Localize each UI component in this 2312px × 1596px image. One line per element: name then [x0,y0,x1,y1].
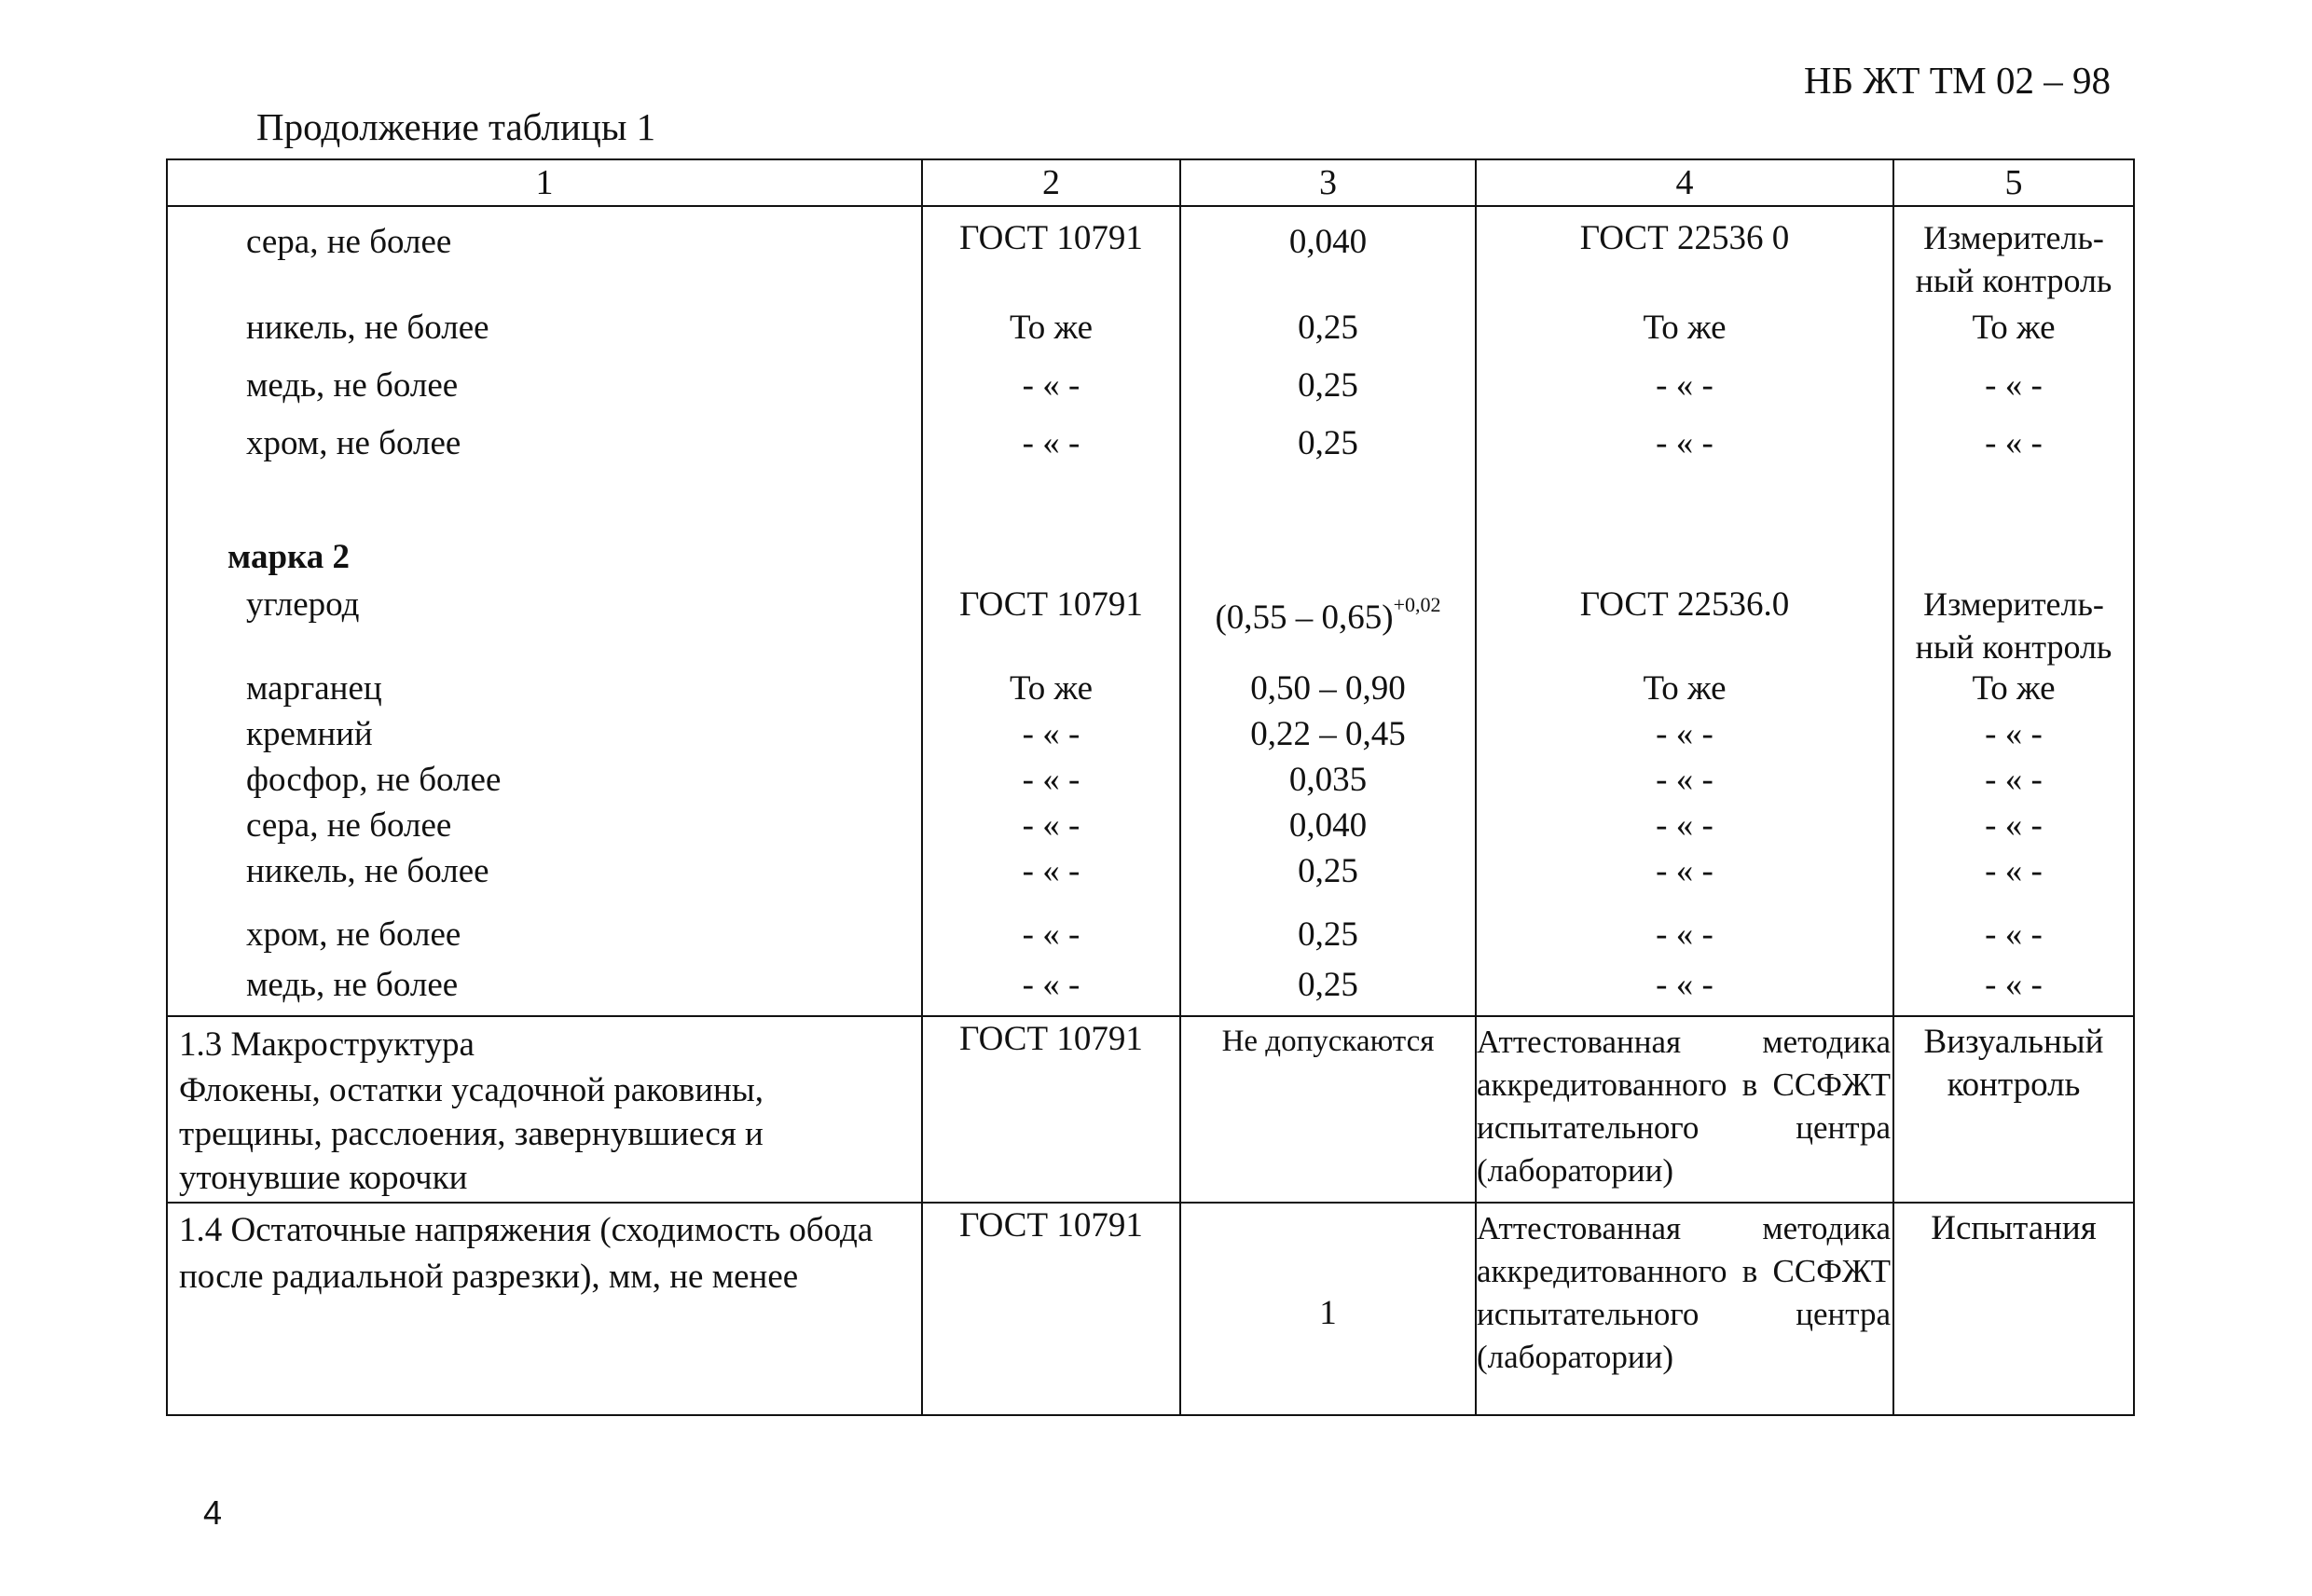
standard-value: ГОСТ 10791 [959,1206,1143,1245]
method-value: - « - [1656,366,1713,405]
indicator-name: фосфор, не более [246,761,502,799]
indicator-name: кремний [246,715,373,753]
standard-value: - « - [1022,852,1080,890]
method-cell [1476,206,1893,1016]
indicator-name: медь, не более [246,966,459,1004]
standard-value: - « - [1022,761,1080,799]
indicator-name: сера, не более [246,223,452,261]
section-title: 1.3 Макроструктура [179,1025,475,1064]
control-cell [1893,206,2134,1016]
control-value: - « - [1985,915,2043,954]
control-value: Измеритель-ный контроль [1915,585,2112,666]
column-header: 1 [167,159,922,206]
method-value: ГОСТ 22536.0 [1579,585,1790,624]
norm-value [1181,583,1475,668]
norm-range: (0,55 – 0,65) [1215,598,1394,637]
control-value: - « - [1985,852,2043,890]
standard-value: ГОСТ 10791 [959,1020,1143,1058]
indicator-name: углерод [246,585,360,624]
norm-value: 0,25 [1298,852,1358,890]
specification-table [166,158,2135,1416]
column-header: 3 [1180,159,1476,206]
spacer [1477,537,1892,583]
standard-cell [922,1016,1180,1203]
indicator-cell [167,206,922,1016]
standard-value: - « - [1022,915,1080,954]
document-code: НБ ЖТ ТМ 02 – 98 [1804,59,2111,102]
indicator-name: никель, не более [246,309,489,347]
method-value: То же [1643,669,1727,708]
spacer [1181,479,1475,537]
spacer [923,479,1179,537]
spacer [1477,479,1892,537]
method-cell [1476,1016,1893,1203]
indicator-name: никель, не более [246,852,489,890]
standard-value: ГОСТ 10791 [959,585,1143,624]
control-value: - « - [1985,806,2043,845]
norm-cell [1180,1016,1476,1203]
section-description: Флокены, остатки усадочной раковины, трещины, расслоения, завернувшиеся и утонувшие корочки [179,1071,764,1197]
grade-title: марка 2 [227,538,351,576]
method-value: ГОСТ 22536 0 [1579,219,1790,257]
control-cell [1893,1203,2134,1415]
control-value: - « - [1985,966,2043,1004]
norm-value: 0,50 – 0,90 [1250,669,1406,708]
table-row [167,1203,2134,1415]
norm-value: 0,22 – 0,45 [1250,715,1406,753]
indicator-name: сера, не более [246,806,452,845]
spacer [168,479,921,537]
method-cell [1476,1203,1893,1415]
spacer [1894,479,2133,537]
norm-value: 0,25 [1298,966,1358,1004]
norm-value: Не допускаются [1221,1025,1435,1058]
standard-value: - « - [1022,424,1080,462]
standard-value: - « - [1022,366,1080,405]
indicator-cell [167,1203,922,1415]
table-caption: Продолжение таблицы 1 [256,105,656,148]
norm-value: 0,25 [1298,366,1358,405]
method-value: - « - [1656,715,1713,753]
control-value: Испытания [1931,1209,2097,1247]
standard-value: То же [1009,669,1094,708]
spacer [923,537,1179,583]
spacer [1894,537,2133,583]
table-row [167,1016,2134,1203]
norm-cell [1180,206,1476,1016]
control-value: - « - [1985,366,2043,405]
standard-value: - « - [1022,806,1080,845]
norm-value: 0,25 [1298,424,1358,462]
norm-value: 0,25 [1298,915,1358,954]
standard-value: ГОСТ 10791 [959,219,1143,257]
control-value: Измеритель-ный контроль [1915,219,2112,299]
indicator-name: хром, не более [246,424,461,462]
standard-cell [922,206,1180,1016]
spacer [1181,537,1475,583]
page-number: 4 [203,1493,223,1532]
method-value: То же [1643,309,1727,347]
indicator-name: марганец [246,669,382,708]
norm-value: 0,25 [1298,309,1358,347]
section-title: 1.4 Остаточные напряжения (сходимость обода после радиальной разрезки), мм, не менее [179,1211,874,1296]
method-value: - « - [1656,761,1713,799]
column-number-row [167,159,2134,206]
control-value: То же [1972,309,2056,347]
method-value: - « - [1656,852,1713,890]
control-value: - « - [1985,761,2043,799]
method-value: - « - [1656,806,1713,845]
norm-value: 1 [1319,1294,1337,1332]
norm-value: 0,040 [1288,223,1368,261]
control-value: Визуальный контроль [1923,1023,2104,1104]
method-value: - « - [1656,966,1713,1004]
control-cell [1893,1016,2134,1203]
standard-value: То же [1009,309,1094,347]
norm-value: 0,035 [1288,761,1368,799]
standard-cell [922,1203,1180,1415]
method-value: Аттестованная методика аккредитованного в ССФЖТ испытательного центра (лаборатории) [1477,1024,1891,1189]
method-value: Аттестованная методика аккредитованного в ССФЖТ испытательного центра (лаборатории) [1477,1210,1891,1375]
standard-value: - « - [1022,715,1080,753]
indicator-name: хром, не более [246,915,461,954]
column-header: 2 [922,159,1180,206]
method-value: - « - [1656,424,1713,462]
control-value: - « - [1985,424,2043,462]
control-value: - « - [1985,715,2043,753]
norm-tolerance: +0,02 [1393,593,1441,616]
indicator-name: медь, не более [246,366,459,405]
control-value: То же [1972,669,2056,708]
column-header: 5 [1893,159,2134,206]
norm-cell [1180,1203,1476,1415]
table-row [167,206,2134,1016]
norm-value: 0,040 [1288,806,1368,845]
indicator-cell [167,1016,922,1203]
method-value: - « - [1656,915,1713,954]
standard-value: - « - [1022,966,1080,1004]
column-header: 4 [1476,159,1893,206]
